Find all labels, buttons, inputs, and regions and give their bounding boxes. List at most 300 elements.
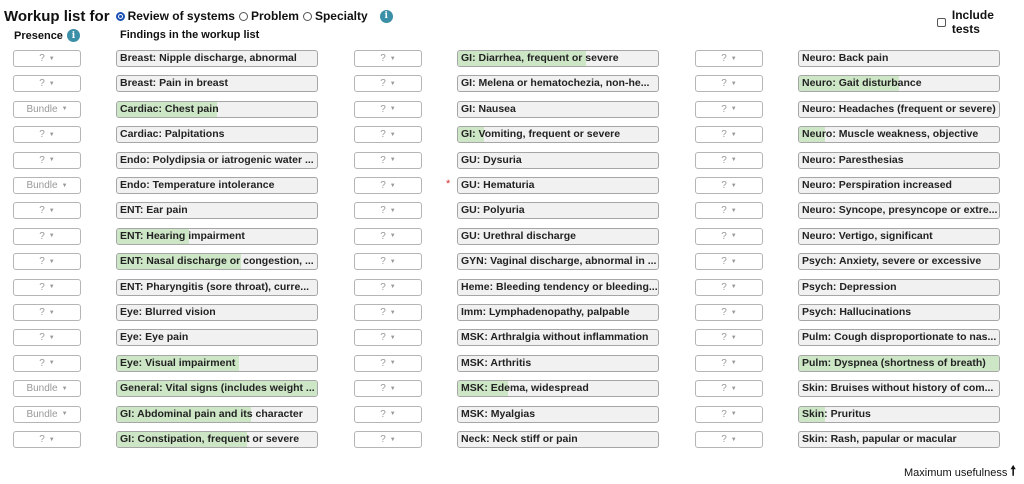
finding-label: Neuro: Gait disturbance bbox=[802, 77, 922, 90]
info-icon[interactable]: i bbox=[380, 10, 393, 23]
presence-info-icon[interactable]: i bbox=[67, 29, 80, 42]
presence-select-value: ? bbox=[721, 408, 727, 420]
caret-down-icon: ▼ bbox=[48, 334, 55, 341]
finding-row bbox=[695, 355, 1005, 372]
finding-button[interactable] bbox=[116, 202, 318, 219]
presence-select-value: ? bbox=[721, 383, 727, 395]
finding-label: Pulm: Cough disproportionate to nas... bbox=[802, 331, 997, 344]
presence-select-value: ? bbox=[721, 434, 727, 445]
finding-label: Heme: Bleeding tendency or bleeding... bbox=[461, 280, 658, 293]
finding-button[interactable] bbox=[798, 355, 1000, 372]
caret-down-icon: ▼ bbox=[730, 131, 737, 138]
finding-button[interactable] bbox=[116, 253, 318, 270]
presence-select-value: ? bbox=[721, 154, 727, 166]
finding-button[interactable] bbox=[798, 279, 1000, 296]
presence-select-value: ? bbox=[39, 307, 45, 318]
finding-row bbox=[695, 406, 1005, 423]
finding-row bbox=[13, 50, 323, 67]
finding-label: Skin: Pruritus bbox=[802, 407, 871, 420]
finding-button[interactable] bbox=[798, 431, 1000, 448]
finding-label: MSK: Myalgias bbox=[461, 407, 536, 420]
caret-down-icon: ▼ bbox=[61, 385, 68, 392]
caret-down-icon: ▼ bbox=[389, 411, 396, 418]
finding-row bbox=[13, 279, 323, 296]
caret-down-icon: ▼ bbox=[48, 233, 55, 240]
caret-down-icon: ▼ bbox=[389, 360, 396, 367]
presence-select[interactable] bbox=[13, 50, 81, 67]
finding-button[interactable] bbox=[116, 228, 318, 245]
finding-label: Psych: Depression bbox=[802, 280, 897, 293]
presence-select-value: ? bbox=[39, 434, 45, 445]
finding-label: Neuro: Paresthesias bbox=[802, 153, 904, 166]
caret-down-icon: ▼ bbox=[389, 385, 396, 392]
presence-select[interactable] bbox=[354, 50, 422, 67]
finding-row bbox=[354, 126, 664, 143]
caret-down-icon: ▼ bbox=[730, 284, 737, 291]
finding-label: GI: Constipation, frequent or severe bbox=[120, 433, 300, 445]
caret-down-icon: ▼ bbox=[389, 80, 396, 87]
presence-select[interactable] bbox=[354, 406, 422, 423]
caret-down-icon: ▼ bbox=[389, 207, 396, 214]
caret-down-icon: ▼ bbox=[61, 182, 68, 189]
finding-label: GI: Vomiting, frequent or severe bbox=[461, 128, 621, 141]
finding-button[interactable] bbox=[798, 126, 1000, 143]
finding-label: Neuro: Vertigo, significant bbox=[802, 229, 933, 242]
finding-label: Eye: Visual impairment bbox=[120, 356, 236, 369]
presence-select[interactable] bbox=[13, 202, 81, 219]
caret-down-icon: ▼ bbox=[61, 106, 68, 113]
finding-row bbox=[354, 202, 664, 219]
presence-select[interactable] bbox=[695, 253, 763, 270]
finding-label: Psych: Hallucinations bbox=[802, 306, 912, 318]
presence-select[interactable] bbox=[695, 304, 763, 321]
presence-select[interactable] bbox=[695, 279, 763, 296]
caret-down-icon: ▼ bbox=[48, 360, 55, 367]
caret-down-icon: ▼ bbox=[730, 55, 737, 62]
presence-select[interactable] bbox=[354, 355, 422, 372]
caret-down-icon: ▼ bbox=[389, 55, 396, 62]
caret-down-icon: ▼ bbox=[730, 309, 737, 316]
radio-specialty-circle[interactable] bbox=[303, 12, 312, 21]
finding-button[interactable] bbox=[457, 329, 659, 346]
caret-down-icon: ▼ bbox=[48, 309, 55, 316]
finding-button[interactable] bbox=[457, 202, 659, 219]
caret-down-icon: ▼ bbox=[730, 360, 737, 367]
finding-label: ENT: Nasal discharge or congestion, ... bbox=[120, 255, 314, 268]
presence-select[interactable] bbox=[695, 101, 763, 118]
footer bbox=[904, 462, 1016, 484]
presence-select[interactable] bbox=[695, 177, 763, 194]
finding-row bbox=[695, 329, 1005, 346]
finding-button[interactable] bbox=[116, 152, 318, 169]
radio-review-of-systems[interactable] bbox=[116, 9, 235, 23]
radio-review-of-systems-label: Review of systems bbox=[127, 9, 235, 23]
presence-select[interactable] bbox=[13, 253, 81, 270]
presence-select[interactable] bbox=[354, 279, 422, 296]
finding-row bbox=[354, 75, 664, 92]
caret-down-icon: ▼ bbox=[389, 309, 396, 316]
radio-specialty-label: Specialty bbox=[314, 9, 368, 23]
finding-row bbox=[695, 101, 1005, 118]
caret-down-icon: ▼ bbox=[730, 258, 737, 265]
finding-label: MSK: Edema, widespread bbox=[461, 382, 589, 395]
finding-button[interactable] bbox=[457, 279, 659, 296]
presence-select-value: Bundle bbox=[26, 408, 58, 420]
presence-select[interactable] bbox=[13, 329, 81, 346]
presence-select[interactable] bbox=[354, 380, 422, 397]
presence-select-value: ? bbox=[380, 281, 386, 293]
finding-button[interactable] bbox=[457, 355, 659, 372]
finding-button[interactable] bbox=[798, 152, 1000, 169]
finding-button[interactable] bbox=[457, 152, 659, 169]
finding-label: General: Vital signs (includes weight ... bbox=[120, 382, 315, 395]
presence-select[interactable] bbox=[13, 406, 81, 423]
finding-row bbox=[695, 126, 1005, 143]
caret-down-icon: ▼ bbox=[730, 106, 737, 113]
finding-label: Imm: Lymphadenopathy, palpable bbox=[461, 306, 630, 318]
presence-select-value: ? bbox=[380, 78, 386, 90]
presence-select-value: ? bbox=[380, 307, 386, 318]
presence-select-value: ? bbox=[380, 103, 386, 115]
finding-row bbox=[13, 126, 323, 143]
presence-select[interactable] bbox=[13, 304, 81, 321]
caret-down-icon: ▼ bbox=[389, 157, 396, 164]
finding-button[interactable] bbox=[457, 304, 659, 321]
page-title: Workup list for bbox=[4, 7, 110, 25]
findings-column-2 bbox=[354, 50, 664, 450]
radio-problem-circle[interactable] bbox=[239, 12, 248, 21]
finding-label: Cardiac: Palpitations bbox=[120, 128, 225, 141]
finding-label: Neck: Neck stiff or pain bbox=[461, 433, 578, 445]
presence-select-value: ? bbox=[721, 53, 727, 64]
presence-select-value: Bundle bbox=[26, 383, 58, 395]
finding-label: GU: Urethral discharge bbox=[461, 229, 576, 242]
presence-select[interactable] bbox=[695, 406, 763, 423]
finding-label: Eye: Eye pain bbox=[120, 331, 189, 344]
presence-select-value: ? bbox=[39, 205, 45, 217]
caret-down-icon: ▼ bbox=[730, 80, 737, 87]
caret-down-icon: ▼ bbox=[730, 334, 737, 341]
finding-row bbox=[13, 177, 323, 194]
finding-label: Psych: Anxiety, severe or excessive bbox=[802, 255, 982, 268]
finding-button[interactable] bbox=[116, 126, 318, 143]
finding-button[interactable] bbox=[116, 355, 318, 372]
finding-row bbox=[354, 355, 664, 372]
presence-select[interactable] bbox=[354, 228, 422, 245]
include-tests-checkbox[interactable] bbox=[937, 18, 946, 27]
presence-select[interactable] bbox=[13, 279, 81, 296]
caret-down-icon: ▼ bbox=[730, 411, 737, 418]
caret-down-icon: ▼ bbox=[730, 182, 737, 189]
finding-row bbox=[13, 75, 323, 92]
finding-button[interactable] bbox=[457, 75, 659, 92]
caret-down-icon: ▼ bbox=[389, 334, 396, 341]
finding-button[interactable] bbox=[457, 101, 659, 118]
presence-select[interactable] bbox=[354, 152, 422, 169]
caret-down-icon: ▼ bbox=[48, 80, 55, 87]
header bbox=[4, 6, 393, 26]
finding-row bbox=[13, 406, 323, 423]
presence-select[interactable] bbox=[695, 380, 763, 397]
caret-down-icon: ▼ bbox=[730, 436, 737, 443]
finding-button[interactable] bbox=[457, 406, 659, 423]
finding-row bbox=[695, 75, 1005, 92]
presence-select[interactable] bbox=[13, 380, 81, 397]
presence-select[interactable] bbox=[13, 355, 81, 372]
finding-button[interactable] bbox=[116, 101, 318, 118]
finding-label: ENT: Pharyngitis (sore throat), curre... bbox=[120, 280, 310, 293]
radio-problem[interactable] bbox=[239, 9, 299, 23]
finding-row bbox=[13, 253, 323, 270]
caret-down-icon: ▼ bbox=[730, 385, 737, 392]
finding-label: ENT: Ear pain bbox=[120, 204, 188, 217]
finding-row bbox=[695, 228, 1005, 245]
presence-select-value: ? bbox=[721, 103, 727, 115]
finding-row bbox=[695, 202, 1005, 219]
finding-row bbox=[695, 177, 1005, 194]
presence-select-value: ? bbox=[39, 53, 45, 64]
finding-label: Neuro: Perspiration increased bbox=[802, 179, 952, 191]
presence-select[interactable] bbox=[695, 152, 763, 169]
presence-select-value: ? bbox=[380, 256, 386, 268]
presence-column-header bbox=[14, 29, 80, 42]
finding-label: Neuro: Muscle weakness, objective bbox=[802, 128, 979, 141]
radio-problem-label: Problem bbox=[250, 9, 299, 23]
finding-row bbox=[354, 406, 664, 423]
finding-row bbox=[13, 329, 323, 346]
presence-select-value: ? bbox=[39, 129, 45, 141]
caret-down-icon: ▼ bbox=[389, 233, 396, 240]
presence-select-value: ? bbox=[39, 230, 45, 242]
presence-select[interactable] bbox=[695, 355, 763, 372]
finding-row bbox=[13, 101, 323, 118]
finding-label: GU: Hematuria bbox=[461, 179, 535, 191]
finding-row bbox=[13, 380, 323, 397]
finding-button[interactable] bbox=[798, 50, 1000, 67]
presence-select[interactable] bbox=[13, 75, 81, 92]
finding-button[interactable] bbox=[457, 50, 659, 67]
presence-select-value: Bundle bbox=[26, 180, 58, 191]
presence-select[interactable] bbox=[13, 152, 81, 169]
finding-label: Breast: Pain in breast bbox=[120, 77, 228, 90]
finding-row bbox=[354, 228, 664, 245]
radio-review-of-systems-circle[interactable] bbox=[116, 12, 125, 21]
presence-select-value: ? bbox=[39, 256, 45, 268]
presence-select[interactable] bbox=[695, 75, 763, 92]
finding-row bbox=[354, 50, 664, 67]
finding-label: GYN: Vaginal discharge, abnormal in ... bbox=[461, 255, 657, 268]
finding-button[interactable] bbox=[798, 101, 1000, 118]
presence-select-value: ? bbox=[380, 230, 386, 242]
presence-select-value: ? bbox=[380, 154, 386, 166]
presence-select-value: ? bbox=[721, 357, 727, 369]
finding-label: Skin: Bruises without history of com... bbox=[802, 382, 994, 395]
presence-select-value: ? bbox=[39, 154, 45, 166]
presence-select-value: ? bbox=[380, 332, 386, 344]
caret-down-icon: ▼ bbox=[389, 106, 396, 113]
finding-label: MSK: Arthralgia without inflammation bbox=[461, 331, 649, 344]
max-usefulness-label: Maximum usefulness bbox=[904, 467, 1008, 479]
finding-row bbox=[13, 228, 323, 245]
finding-button[interactable] bbox=[798, 380, 1000, 397]
caret-down-icon: ▼ bbox=[730, 157, 737, 164]
presence-select[interactable] bbox=[13, 431, 81, 448]
presence-select-value: ? bbox=[39, 357, 45, 369]
presence-select-value: ? bbox=[39, 78, 45, 90]
finding-label: GI: Abdominal pain and its character bbox=[120, 407, 303, 420]
presence-select-value: ? bbox=[721, 78, 727, 90]
finding-button[interactable] bbox=[116, 177, 318, 194]
finding-button[interactable] bbox=[116, 431, 318, 448]
finding-label: GI: Nausea bbox=[461, 102, 516, 115]
presence-select-value: ? bbox=[721, 180, 727, 191]
finding-button[interactable] bbox=[798, 75, 1000, 92]
finding-button[interactable] bbox=[116, 380, 318, 397]
finding-button[interactable] bbox=[798, 228, 1000, 245]
finding-label: Neuro: Syncope, presyncope or extre... bbox=[802, 204, 998, 217]
finding-button[interactable] bbox=[116, 75, 318, 92]
presence-select[interactable] bbox=[354, 101, 422, 118]
presence-select[interactable] bbox=[354, 253, 422, 270]
finding-label: MSK: Arthritis bbox=[461, 356, 532, 369]
presence-select[interactable] bbox=[695, 126, 763, 143]
finding-button[interactable] bbox=[798, 304, 1000, 321]
finding-button[interactable] bbox=[798, 406, 1000, 423]
finding-row bbox=[695, 253, 1005, 270]
finding-label: Breast: Nipple discharge, abnormal bbox=[120, 52, 297, 64]
findings-label: Findings in the workup list bbox=[120, 29, 260, 41]
presence-select[interactable] bbox=[695, 202, 763, 219]
finding-label: Endo: Polydipsia or iatrogenic water ... bbox=[120, 153, 314, 166]
finding-label: Pulm: Dyspnea (shortness of breath) bbox=[802, 356, 986, 369]
presence-select-value: ? bbox=[721, 230, 727, 242]
finding-label: Neuro: Back pain bbox=[802, 52, 889, 64]
presence-select[interactable] bbox=[695, 50, 763, 67]
finding-row bbox=[354, 304, 664, 321]
finding-button[interactable] bbox=[798, 329, 1000, 346]
finding-button[interactable] bbox=[116, 50, 318, 67]
caret-down-icon: ▼ bbox=[61, 411, 68, 418]
presence-select-value: ? bbox=[721, 129, 727, 141]
caret-down-icon: ▼ bbox=[48, 207, 55, 214]
caret-down-icon: ▼ bbox=[48, 258, 55, 265]
finding-label: ENT: Hearing impairment bbox=[120, 229, 245, 242]
presence-select-value: ? bbox=[380, 383, 386, 395]
finding-button[interactable] bbox=[457, 253, 659, 270]
findings-column-3 bbox=[695, 50, 1005, 450]
presence-select-value: ? bbox=[380, 180, 386, 191]
presence-select[interactable] bbox=[354, 126, 422, 143]
presence-select-value: ? bbox=[721, 205, 727, 217]
finding-row bbox=[354, 101, 664, 118]
presence-select-value: ? bbox=[721, 307, 727, 318]
presence-select-value: ? bbox=[721, 256, 727, 268]
finding-label: GI: Diarrhea, frequent or severe bbox=[461, 52, 619, 64]
finding-button[interactable] bbox=[798, 253, 1000, 270]
findings-column-1 bbox=[13, 50, 323, 450]
finding-label: Eye: Blurred vision bbox=[120, 306, 216, 318]
finding-button[interactable] bbox=[116, 279, 318, 296]
caret-down-icon: ▼ bbox=[48, 284, 55, 291]
presence-select[interactable] bbox=[695, 228, 763, 245]
caret-down-icon: ▼ bbox=[730, 207, 737, 214]
presence-select[interactable] bbox=[354, 329, 422, 346]
required-asterisk-icon: * bbox=[446, 178, 451, 190]
presence-select-value: ? bbox=[380, 53, 386, 64]
presence-select-value: ? bbox=[39, 281, 45, 293]
finding-row bbox=[354, 431, 664, 448]
finding-button[interactable] bbox=[116, 406, 318, 423]
presence-select[interactable] bbox=[354, 202, 422, 219]
finding-button[interactable] bbox=[457, 228, 659, 245]
presence-select[interactable] bbox=[354, 431, 422, 448]
caret-down-icon: ▼ bbox=[48, 131, 55, 138]
finding-row bbox=[695, 50, 1005, 67]
caret-down-icon: ▼ bbox=[389, 131, 396, 138]
finding-label: Skin: Rash, papular or macular bbox=[802, 433, 957, 445]
findings-column-header bbox=[120, 29, 259, 41]
finding-label: GU: Dysuria bbox=[461, 153, 522, 166]
presence-select[interactable] bbox=[354, 75, 422, 92]
caret-down-icon: ▼ bbox=[389, 182, 396, 189]
presence-select[interactable] bbox=[354, 304, 422, 321]
finding-button[interactable] bbox=[457, 177, 659, 194]
caret-down-icon: ▼ bbox=[48, 55, 55, 62]
caret-down-icon: ▼ bbox=[48, 157, 55, 164]
finding-button[interactable] bbox=[116, 304, 318, 321]
finding-label: Neuro: Headaches (frequent or severe) bbox=[802, 102, 996, 115]
presence-select[interactable] bbox=[13, 228, 81, 245]
finding-button[interactable] bbox=[798, 202, 1000, 219]
presence-select-value: ? bbox=[380, 205, 386, 217]
presence-select[interactable] bbox=[13, 177, 81, 194]
finding-button[interactable] bbox=[457, 126, 659, 143]
presence-select[interactable] bbox=[695, 431, 763, 448]
finding-label: Cardiac: Chest pain bbox=[120, 102, 219, 115]
finding-row bbox=[695, 431, 1005, 448]
caret-down-icon: ▼ bbox=[48, 436, 55, 443]
finding-button[interactable] bbox=[798, 177, 1000, 194]
presence-select[interactable] bbox=[13, 126, 81, 143]
finding-row bbox=[354, 177, 664, 194]
presence-select-value: ? bbox=[380, 434, 386, 445]
radio-specialty[interactable] bbox=[303, 9, 368, 23]
finding-row bbox=[13, 152, 323, 169]
presence-label: Presence bbox=[14, 29, 63, 42]
finding-row bbox=[13, 431, 323, 448]
presence-select-value: Bundle bbox=[26, 103, 58, 115]
presence-select-value: ? bbox=[380, 408, 386, 420]
finding-row bbox=[695, 279, 1005, 296]
include-tests-toggle[interactable] bbox=[937, 8, 1024, 36]
presence-select-value: ? bbox=[39, 332, 45, 344]
finding-row bbox=[354, 329, 664, 346]
presence-select-value: ? bbox=[380, 129, 386, 141]
finding-row bbox=[354, 380, 664, 397]
finding-row bbox=[354, 152, 664, 169]
presence-select-value: ? bbox=[721, 281, 727, 293]
finding-label: GI: Melena or hematochezia, non-he... bbox=[461, 77, 650, 90]
finding-button[interactable] bbox=[457, 380, 659, 397]
presence-select[interactable] bbox=[695, 329, 763, 346]
finding-button[interactable] bbox=[457, 431, 659, 448]
finding-button[interactable] bbox=[116, 329, 318, 346]
presence-select-value: ? bbox=[380, 357, 386, 369]
presence-select[interactable] bbox=[13, 101, 81, 118]
presence-select[interactable] bbox=[354, 177, 422, 194]
finding-row bbox=[695, 304, 1005, 321]
finding-row bbox=[695, 152, 1005, 169]
